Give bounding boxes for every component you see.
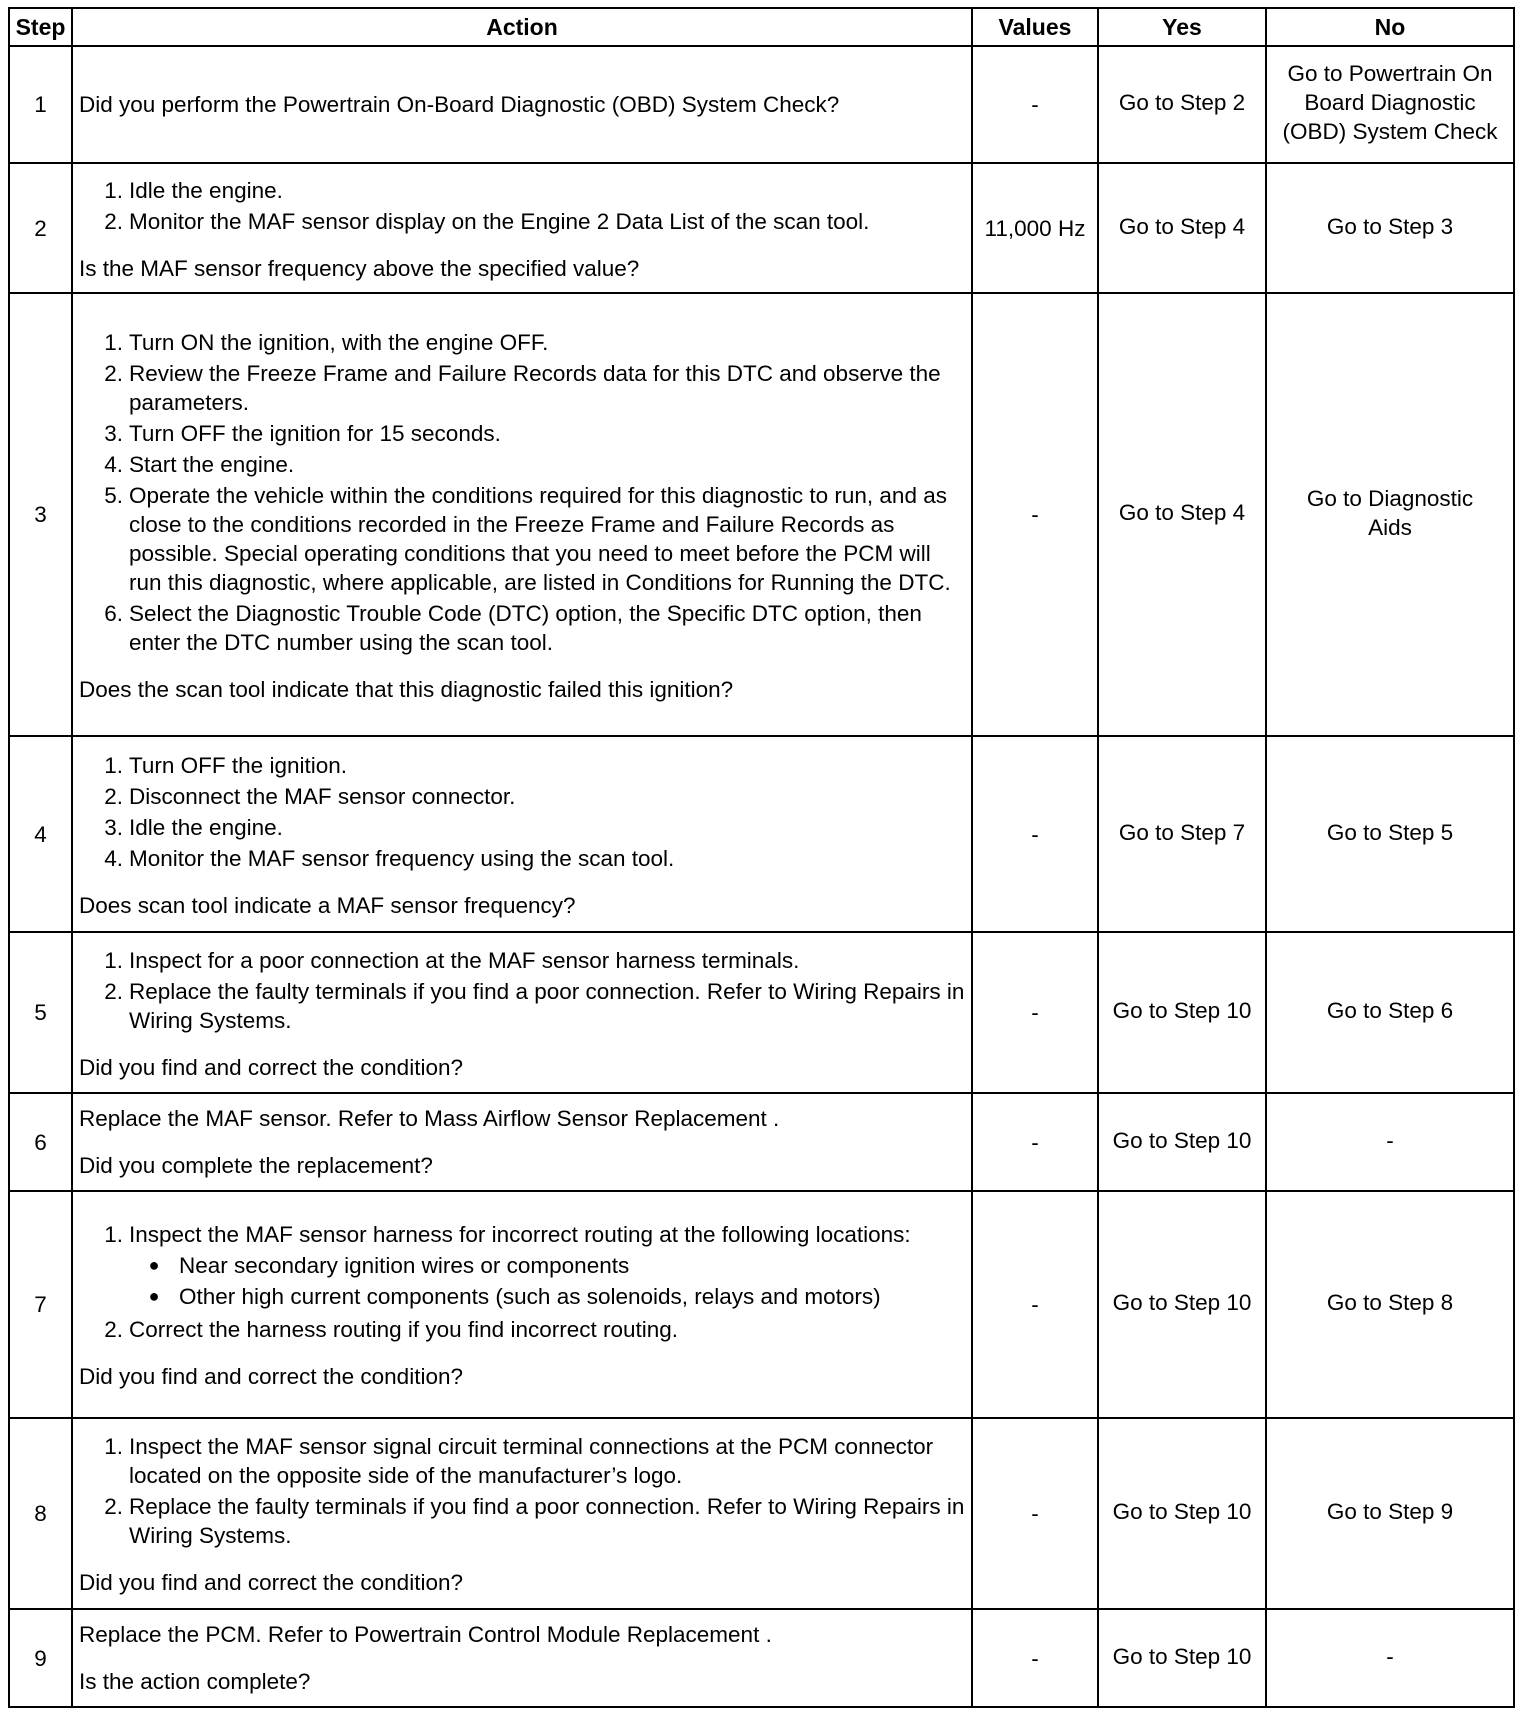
sub-list [129, 1251, 965, 1311]
list-item: 1. Inspect the MAF sensor signal circuit terminal connections at the PCM connector located on the opposite side of the manufacturer’s logo. [104, 1434, 934, 1488]
table-row [9, 932, 1514, 1093]
values-cell: - [972, 736, 1098, 932]
no-cell: Go to Step 9 [1266, 1418, 1514, 1609]
action-text: Replace the PCM. Refer to Powertrain Control Module Replacement . [79, 1622, 772, 1647]
step-number: 7 [9, 1191, 72, 1418]
action-list [79, 1432, 965, 1550]
action-question: Did you complete the replacement? [79, 1153, 433, 1178]
values-cell: - [972, 1191, 1098, 1418]
no-cell: Go to Diagnostic Aids [1266, 293, 1514, 736]
yes-cell: Go to Step 4 [1098, 293, 1266, 736]
step-number: 6 [9, 1093, 72, 1191]
step-number: 5 [9, 932, 72, 1093]
table-row [9, 1093, 1514, 1191]
list-item: 2. Review the Freeze Frame and Failure Records data for this DTC and observe the parameters. [104, 360, 941, 415]
list-item: 2. Replace the faulty terminals if you find a poor connection. Refer to Wiring Repairs in Wiring Systems. [104, 1494, 965, 1548]
list-item: 5. Operate the vehicle within the conditions required for this diagnostic to run, and as close to the conditions recorded in the Freeze Frame and Failure Records as possible. Special operating conditions that you need to meet before the PCM will run this diagnostic, where applicable, are listed in Conditions for Running the DTC. [104, 482, 951, 595]
list-item: 3. Idle the engine. [104, 814, 283, 840]
table-row [9, 1191, 1514, 1418]
action-list [79, 328, 965, 657]
step-number: 3 [9, 293, 72, 736]
action-cell [72, 736, 972, 932]
diagnostic-table [8, 7, 1515, 1708]
no-cell: Go to Powertrain On Board Diagnostic (OBD) System Check [1266, 46, 1514, 163]
values-cell: - [972, 1418, 1098, 1609]
step-number: 8 [9, 1418, 72, 1609]
header-action: Action [72, 8, 972, 46]
table-row [9, 163, 1514, 293]
yes-cell: Go to Step 10 [1098, 1191, 1266, 1418]
table-row [9, 1609, 1514, 1707]
header-step: Step [9, 8, 72, 46]
header-no: No [1266, 8, 1514, 46]
no-cell: Go to Step 8 [1266, 1191, 1514, 1418]
action-question: Did you find and correct the condition? [79, 1054, 463, 1080]
no-cell: Go to Step 5 [1266, 736, 1514, 932]
action-question: Did you find and correct the condition? [79, 1364, 463, 1389]
yes-cell: Go to Step 10 [1098, 932, 1266, 1093]
no-cell: - [1266, 1609, 1514, 1707]
yes-cell: Go to Step 2 [1098, 46, 1266, 163]
yes-cell: Go to Step 10 [1098, 1418, 1266, 1609]
list-item: 2. Disconnect the MAF sensor connector. [104, 783, 516, 809]
no-cell: - [1266, 1093, 1514, 1191]
list-item: 1. Inspect the MAF sensor harness for incorrect routing at the following locations: ● Near secondary ignition wires or components ● Other high current components (such as solenoids, relays and motors) [79, 1220, 965, 1313]
action-cell [72, 1609, 972, 1707]
action-question: Does scan tool indicate a MAF sensor frequency? [79, 892, 576, 918]
yes-cell: Go to Step 7 [1098, 736, 1266, 932]
bullet-icon: ● [148, 1286, 160, 1306]
action-text: Did you perform the Powertrain On-Board Diagnostic (OBD) System Check? [79, 92, 840, 117]
sub-list-item: ● Other high current components (such as solenoids, relays and motors) [129, 1282, 965, 1311]
step-number: 4 [9, 736, 72, 932]
action-cell [72, 1093, 972, 1191]
no-cell: Go to Step 3 [1266, 163, 1514, 293]
list-item: 2. Monitor the MAF sensor display on the Engine 2 Data List of the scan tool. [104, 208, 870, 234]
action-cell [72, 932, 972, 1093]
values-cell: 11,000 Hz [972, 163, 1098, 293]
values-cell: - [972, 932, 1098, 1093]
table-row [9, 1418, 1514, 1609]
yes-cell: Go to Step 10 [1098, 1609, 1266, 1707]
action-question: Did you find and correct the condition? [79, 1570, 463, 1595]
values-cell: - [972, 1609, 1098, 1707]
action-question: Is the action complete? [79, 1669, 311, 1694]
action-cell [72, 1418, 972, 1609]
step-number: 1 [9, 46, 72, 163]
values-cell: - [972, 1093, 1098, 1191]
header-values: Values [972, 8, 1098, 46]
list-item: 1. Inspect for a poor connection at the MAF sensor harness terminals. [104, 947, 800, 973]
list-item: 1. Turn ON the ignition, with the engine OFF. [104, 329, 549, 355]
action-cell [72, 46, 972, 163]
no-cell: Go to Step 6 [1266, 932, 1514, 1093]
list-item: 4. Monitor the MAF sensor frequency using the scan tool. [104, 845, 675, 871]
list-item: 6. Select the Diagnostic Trouble Code (DTC) option, the Specific DTC option, then enter the DTC number using the scan tool. [104, 600, 922, 655]
list-item: 1. Turn OFF the ignition. [104, 752, 348, 778]
values-cell: - [972, 293, 1098, 736]
action-cell [72, 163, 972, 293]
action-cell [72, 293, 972, 736]
header-row [9, 8, 1514, 46]
yes-cell: Go to Step 4 [1098, 163, 1266, 293]
sub-list-item: ● Near secondary ignition wires or components [129, 1251, 965, 1280]
action-list [79, 946, 965, 1035]
values-cell: - [972, 46, 1098, 163]
table-row [9, 293, 1514, 736]
action-cell [72, 1191, 972, 1418]
table-row [9, 736, 1514, 932]
action-question: Is the MAF sensor frequency above the specified value? [79, 255, 640, 281]
header-yes: Yes [1098, 8, 1266, 46]
step-number: 9 [9, 1609, 72, 1707]
list-item: 1. Idle the engine. [104, 177, 283, 203]
action-text: Replace the MAF sensor. Refer to Mass Airflow Sensor Replacement . [79, 1106, 780, 1131]
list-item: 4. Start the engine. [104, 451, 295, 477]
yes-cell: Go to Step 10 [1098, 1093, 1266, 1191]
list-item: 2. Replace the faulty terminals if you find a poor connection. Refer to Wiring Repairs in Wiring Systems. [104, 978, 965, 1033]
table-row [9, 46, 1514, 163]
action-list [79, 176, 965, 236]
list-item: 2. Correct the harness routing if you find incorrect routing. [104, 1317, 679, 1342]
action-question: Does the scan tool indicate that this diagnostic failed this ignition? [79, 676, 734, 702]
list-item: 3. Turn OFF the ignition for 15 seconds. [104, 420, 501, 446]
bullet-icon: ● [148, 1255, 160, 1275]
action-list [79, 751, 965, 873]
action-list [79, 1220, 965, 1344]
step-number: 2 [9, 163, 72, 293]
